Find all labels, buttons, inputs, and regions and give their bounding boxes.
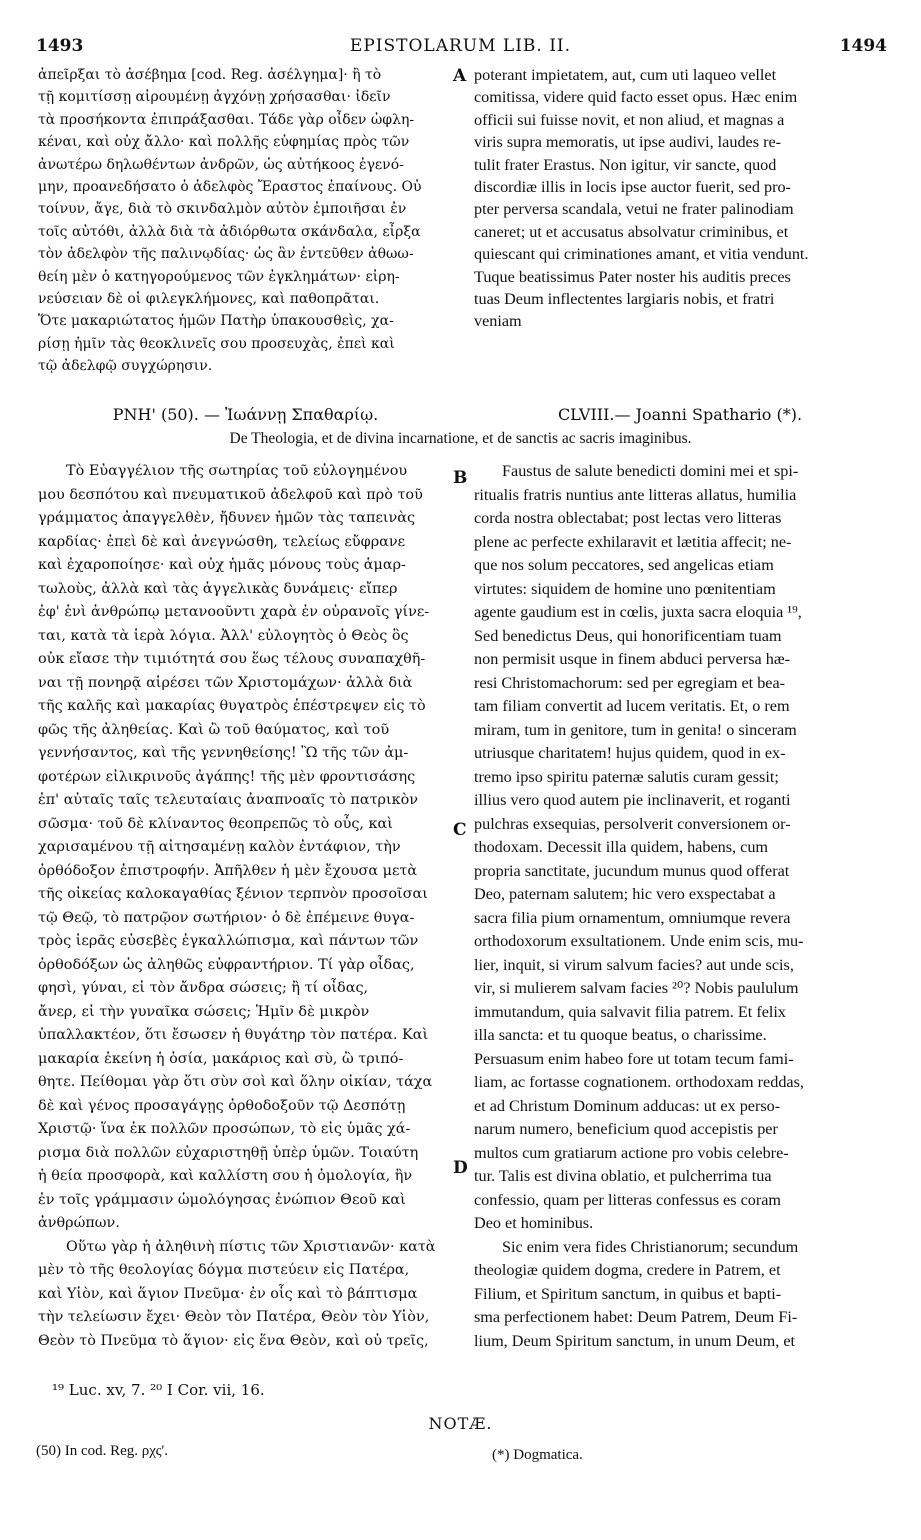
text-line: tulit frater Erastus. Non igitur, vir sancte, quod [474, 155, 777, 174]
text-line: Persuasum enim habeo fore ut totam tecum fami- [474, 1049, 794, 1068]
text-line: Faustus de salute benedicti domini mei et spi- [502, 462, 799, 480]
text-line: propria sanctitate, jucundum munus quod offerat [474, 861, 790, 880]
text-line: theologiæ quidem dogma, credere in Patrem, et [474, 1261, 781, 1279]
text-line: liam, ac fortasse cognationem. orthodoxam reddas, [474, 1073, 804, 1091]
text-line: non permisit usque in finem abduci perversa hæ- [474, 650, 791, 668]
text-line: sma perfectionem habet: Deum Patrem, Deum Fi- [474, 1308, 798, 1326]
text-line: Sic enim vera fides Christianorum; secundum [502, 1237, 799, 1256]
text-line: thodoxam. Decessit illa quidem, habens, cum [474, 838, 769, 856]
text-line: χαρισαμένου τῇ αἰτησαμένῃ καλὸν ἐντάφιον, τὴν [38, 839, 401, 855]
text-line: pter perversa scandala, vetui ne frater palinodiam [474, 200, 794, 219]
text-line: ἄνερ, εἰ τὴν γυναῖκα σώσεις; Ἡμῖν δὲ μικρὸν [38, 1003, 370, 1020]
text-line: Deo et hominibus. [474, 1214, 594, 1232]
text-line: corda nostra oblectabat; post lectas vero litteras [474, 509, 782, 527]
text-line: miram, tum in genitore, tum in genita! o sinceram [474, 720, 797, 739]
text-line: ἀπεῖρξαι τὸ ἀσέβημα [cod. Reg. ἀσέλγημα]· ἢ τὸ [38, 67, 382, 83]
text-line: οὐκ εἴασε τὴν τιμιότητά σου ἕως τέλους συναπαχθῆ- [38, 651, 426, 667]
text-line: tremo ipso spiritu paternæ salutis curam gessit; [474, 767, 779, 786]
text-line: τρὸς ἱερᾶς εὐσεβὲς ἐγκαλλώπισμα, καὶ πάντων τῶν [38, 933, 419, 949]
text-line: ἀνωτέρω δηλωθέντων ἀνδρῶν, ὡς αὐτήκοος ἐγενό- [38, 156, 404, 173]
margin-marker-b: B [453, 468, 468, 488]
text-line: καὶ ἐχαροποίησε· καὶ οὐχ ἡμᾶς μόνους τοὺς ἁμαρ- [38, 557, 406, 573]
text-line: θητε. Πείθομαι γὰρ ὅτι σὺν σοὶ καὶ ὅλην οἰκίαν, τάχα [38, 1074, 433, 1090]
text-line: viris supra memoratis, ut ipse audivi, laudes re- [474, 133, 782, 152]
text-line: ρισμα διὰ πολλῶν εὐχαριστηθῇ ὑπὲρ ὑμῶν. Τοιαύτη [38, 1144, 419, 1161]
letter-title-greek: ΡΝΗ' (50). — Ἰωάννῃ Σπαθαρίῳ. [112, 405, 379, 424]
text-line: sacra filia pium ornamentum, omniumque revera [474, 908, 791, 927]
page-header [0, 36, 921, 58]
note-right: (*) Dogmatica. [492, 1447, 583, 1463]
text-line: τῷ ἀδελφῷ συγχώρησιν. [38, 358, 213, 375]
text-line: comitissa, videre quid facto esset opus. Hæc enim [474, 88, 798, 107]
text-line: Filium, et Spiritum sanctum, in quibus et bapti- [474, 1284, 782, 1303]
text-line: τοίνυν, ἄγε, διὰ τὸ σκινδαλμὸν αὐτὸν ἐμποιῆσαι ἐν [38, 201, 407, 218]
text-line: δὲ καὶ γένος προσαγάγῃς ὀρθοδοξοῦν τῷ Δεσπότῃ [38, 1097, 406, 1114]
text-line: utriusque charitatem! hujus quidem, quod in ex- [474, 744, 786, 762]
text-line: φοτέρων εἰλικρινοῦς ἀγάπης! τῆς μὲν φροντισάσης [38, 768, 416, 785]
text-line: narum numero, beneficium quod accepistis per [474, 1120, 778, 1138]
text-line: μὲν τὸ τῆς θεολογίας δόγμα πιστεύειν εἰς Πατέρα, [38, 1262, 410, 1278]
text-line: ἡ θεία προσφορὰ, καὶ καλλίστη σου ἡ ὁμολογία, ἣν [38, 1168, 413, 1184]
text-line: κέναι, καὶ οὐχ ἄλλο· καὶ πολλῆς εὐφημίας πρὸς τῶν [38, 134, 410, 151]
text-line: Οὕτω γὰρ ἡ ἀληθινὴ πίστις τῶν Χριστιανῶν· κατὰ [66, 1238, 436, 1255]
text-line: discordiæ illis in locis ipse auctor fuerit, sed pro- [474, 178, 791, 197]
text-line: veniam [474, 312, 522, 331]
text-line: caneret; ut et accusatus absolvatur criminibus, et [474, 222, 789, 241]
text-line: Θεὸν τὸ Πνεῦμα τὸ ἅγιον· εἰς ἕνα Θεὸν, καὶ οὐ τρεῖς, [38, 1332, 429, 1349]
text-line: καρδίας· ἐπεὶ δὲ καὶ ἀνεγνώσθη, τελείως εὔφρανε [38, 533, 406, 550]
top-greek-column [38, 64, 453, 378]
text-line: quiescant qui criminationes amant, et vitia vendunt. [474, 245, 809, 264]
text-line: ὀρθοδόξων ὡς ἀληθῶς εὐφραντήριον. Τί γὰρ οἶδας, [38, 956, 415, 973]
letter-title-latin: CLVIII.— Joanni Spathario (*). [557, 405, 803, 424]
text-line: μου δεσπότου καὶ πνευματικοῦ ἀδελφοῦ καὶ πρὸ τοῦ [38, 486, 423, 503]
text-line: virtutes: siquidem de homine uno pœnitentiam [474, 579, 776, 598]
main-latin-column [474, 460, 886, 1353]
text-line: tam filiam convertit ad lucem veritatis. Et, o rem [474, 697, 790, 715]
text-line: θείη μὲν ὁ κατηγορούμενος τῶν ἐγκλημάτων· εἰρη- [38, 268, 400, 285]
text-line: multos cum gratiarum actione pro vobis celebre- [474, 1143, 789, 1162]
scripture-footnote: ¹⁹ Luc. xv, 7. ²⁰ I Cor. vii, 16. [52, 1381, 265, 1399]
text-line: ἐφ' ἑνὶ ἀνθρώπῳ μετανοοῦντι χαρὰ ἐν οὐρανοῖς γίνε- [38, 604, 430, 620]
text-line: ναι τῇ πονηρᾷ αἱρέσει τῶν Χριστομάχων· ἀλλὰ διὰ [38, 674, 413, 691]
text-line: Τὸ Εὐαγγέλιον τῆς σωτηρίας τοῦ εὐλογημένου [66, 463, 408, 479]
text-line: confessio, quam per litteras confessus es coram [474, 1190, 782, 1209]
text-line: que nos solum peccatores, sed angelicas etiam [474, 556, 774, 574]
text-line: lier, inquit, si virum salvum facies? aut unde scis, [474, 955, 794, 974]
text-line: μην, προανεδήσατο ὁ ἀδελφὸς Ἔραστος ἐπαίνους. Οὐ [38, 179, 422, 196]
text-line: plene ac perfecte exhilaravit et lætitia affecit; ne- [474, 532, 792, 551]
text-line: τῷ Θεῷ, τὸ πατρῷον σωτήριον· ὁ δὲ ἐπέμεινε θυγα- [38, 909, 415, 926]
text-line: Ὅτε μακαριώτατος ἡμῶν Πατὴρ ὑπακουσθεὶς, χα- [38, 313, 394, 330]
text-line: illa sancta: et tu quoque beatus, o charissime. [474, 1026, 767, 1044]
margin-marker-c: C [453, 820, 467, 840]
text-line: Χριστῷ· ἵνα ἐκ πολλῶν προσώπων, τὸ εἰς ὑμᾶς χά- [38, 1121, 411, 1137]
text-line: τὴν τελείωσιν ἔχει· Θεὸν τὸν Πατέρα, Θεὸν τὸν Υἱὸν, [38, 1309, 430, 1325]
page-number-right: 1494 [839, 36, 887, 56]
text-line: et ad Christum Dominum adducas: ut ex perso- [474, 1096, 781, 1115]
text-line: Deo, paternam salutem; hic vero exspectabat a [474, 885, 776, 903]
text-line: vir, si mulierem salvam facies ²⁰? Nobis paululum [474, 979, 799, 997]
text-line: lium, Deum Spiritum sanctum, in unum Deum, et [474, 1331, 796, 1350]
text-line: officii sui fuisse novit, et non aliud, et magnas a [474, 110, 785, 129]
running-title: EPISTOLARUM LIB. II. [349, 36, 572, 56]
page-number-left: 1493 [36, 36, 84, 56]
text-line: τωλοὺς, ἀλλὰ καὶ τὰς ἀγγελικὰς δυνάμεις· εἴπερ [38, 580, 398, 597]
text-line: τοῖς αὐτόθι, ἀλλὰ διὰ τὰ ἀδιόρθωτα σκάνδαλα, εἶρξα [38, 223, 421, 240]
text-line: tur. Talis est divina oblatio, et pulcherrima tua [474, 1167, 772, 1185]
text-line: tuas Deum inflectentes largiaris nobis, et fratri [474, 290, 775, 309]
text-line: ρίσῃ ἡμῖν τὰς θεοκλινεῖς σου προσευχὰς, ἐπεὶ καὶ [38, 335, 395, 352]
text-line: ὑπαλλακτέον, ὅτι ἔσωσεν ἡ θυγάτηρ τὸν πατέρα. Καὶ [38, 1027, 429, 1043]
text-line: poterant impietatem, aut, cum uti laqueo vellet [474, 66, 777, 84]
main-greek-column [38, 460, 453, 1353]
text-line: τὰ προσήκοντα ἐπιπράξασθαι. Τάδε γὰρ οἶδεν ὠφλη- [38, 111, 415, 128]
text-line: γεννήσαντος, καὶ τῆς γεννηθείσης! Ὢ τῆς τῶν ἀμ- [38, 745, 409, 761]
text-line: ται, κατὰ τὰ ἱερὰ λόγια. Ἀλλ' εὐλογητὸς ὁ Θεὸς ὃς [38, 627, 409, 644]
text-line: illius vero quod autem pie inclinaverit, et roganti [474, 791, 791, 809]
text-line: ἀνθρώπων. [38, 1215, 120, 1231]
text-line: ritualis fratris nuntius ante litteras allatus, humilia [474, 485, 797, 504]
text-line: ἐν τοῖς γράμμασιν ὡμολόγησας ἐνώπιον Θεοῦ καὶ [38, 1191, 406, 1208]
top-latin-column [474, 64, 886, 333]
notes-heading: NOTÆ. [428, 1414, 493, 1433]
note-left: (50) In cod. Reg. ρχς'. [36, 1443, 169, 1459]
text-line: τῆς καλῆς καὶ μακαρίας θυγατρὸς ἐπέστρεψεν εἰς τὸ [38, 698, 426, 714]
text-line: καὶ Υἱὸν, καὶ ἅγιον Πνεῦμα· ἐν οἷς καὶ τὸ βάπτισμα [38, 1285, 418, 1302]
text-line: φῶς τῆς ἀληθείας. Καὶ ὢ τοῦ θαύματος, καὶ τοῦ [38, 721, 390, 738]
text-line: Tuque beatissimus Pater noster his auditis preces [474, 267, 791, 286]
text-line: φησὶ, γύναι, εἰ τὸν ἄνδρα σώσεις; ἢ τί οἶδας, [38, 980, 369, 996]
text-line: resi Christomachorum: sed per egregiam et bea- [474, 673, 786, 692]
text-line: μακαρία ἐκείνη ἡ ὁσία, μακάριος καὶ σὺ, ὢ τριπό- [38, 1050, 404, 1067]
text-line: orthodoxorum exsultationem. Unde enim scis, mu- [474, 932, 804, 950]
letter-subtitle: De Theologia, et de divina incarnatione, et de sanctis ac sacris imaginibus. [229, 430, 692, 447]
text-line: τῆς οἰκείας καλοκαγαθίας ξένιον τερπνὸν προσοῖσαι [38, 886, 428, 902]
text-line: ἐπ' αὐταῖς ταῖς τελευταίαις ἀναπνοαῖς τὸ πατρικὸν [38, 792, 419, 808]
text-line: immutandum, quia salvavit filia patrem. Et felix [474, 1002, 786, 1021]
text-line: Sed benedictus Deus, qui honorificentiam tuam [474, 626, 782, 645]
margin-marker-a: A [453, 66, 467, 86]
text-line: τὸν ἀδελφὸν τῆς παλινῳδίας· ὡς ἂν ἐντεῦθεν ἀθωω- [38, 246, 414, 263]
text-line: γράμματος ἀπαγγελθὲν, ἤδυνεν ἡμῶν τὰς ταπεινὰς [38, 510, 416, 526]
text-line: σῶσμα· τοῦ δὲ κλίναντος θεοπρεπῶς τὸ οὖς, καὶ [38, 815, 393, 832]
margin-marker-d: D [453, 1158, 468, 1178]
text-line: ὀρθόδοξον ἐπιστροφήν. Ἀπῆλθεν ἡ μὲν ἔχουσα μετὰ [38, 862, 418, 879]
text-line: νεύσειαν δὲ οἱ φιλεγκλήμονες, καὶ παθοπρᾶται. [38, 291, 380, 308]
text-line: pulchras exsequias, persolverit conversionem or- [474, 814, 791, 833]
text-line: agente gaudium est in cœlis, juxta sacra eloquia ¹⁹, [474, 603, 802, 621]
text-line: τῇ κομιτίσσῃ αἱρουμένῃ ἀγχόνῃ χρήσασθαι· ἰδεῖν [38, 89, 391, 106]
